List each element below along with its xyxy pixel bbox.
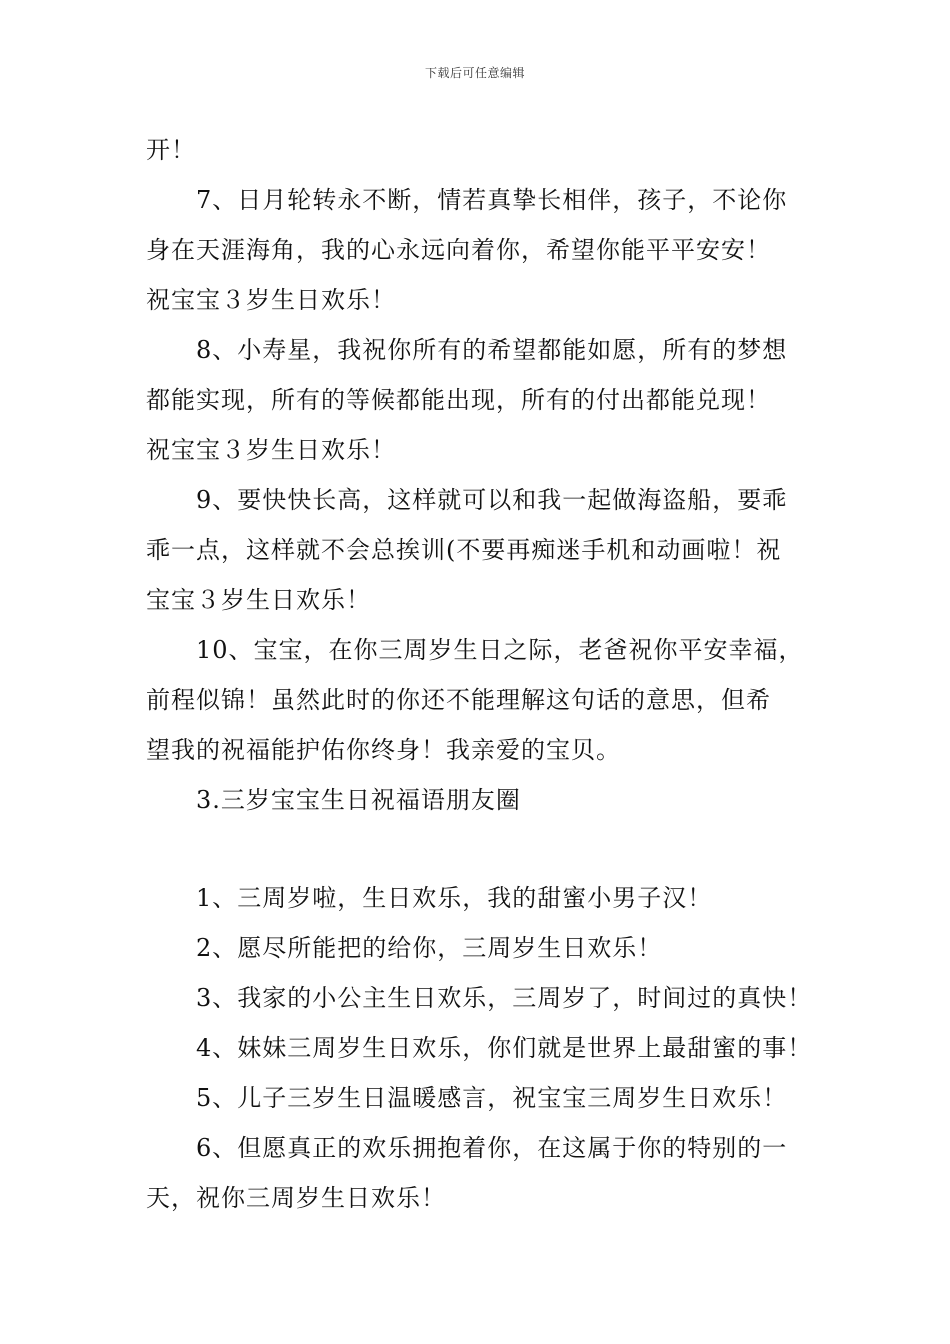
item-8-line-1: 8、小寿星，我祝你所有的希望都能如愿，所有的梦想 xyxy=(196,336,788,364)
wish-6-line-1: 6、但愿真正的欢乐拥抱着你，在这属于你的特别的一 xyxy=(196,1134,788,1162)
wish-3: 3、我家的小公主生日欢乐，三周岁了，时间过的真快！ xyxy=(196,984,813,1012)
item-8-line-3: 祝宝宝３岁生日欢乐！ xyxy=(146,436,396,464)
wish-2: 2、愿尽所能把的给你，三周岁生日欢乐！ xyxy=(196,934,663,962)
item-8-line-2: 都能实现，所有的等候都能出现，所有的付出都能兑现！ xyxy=(146,386,771,414)
section-heading: 3.三岁宝宝生日祝福语朋友圈 xyxy=(196,786,521,814)
text-line-0: 开！ xyxy=(146,136,196,164)
item-7-line-2: 身在天涯海角，我的心永远向着你，希望你能平平安安！ xyxy=(146,236,771,264)
item-9-line-2: 乖一点，这样就不会总挨训(不要再痴迷手机和动画啦！祝 xyxy=(146,536,782,564)
item-7-line-1: 7、日月轮转永不断，情若真挚长相伴，孩子，不论你 xyxy=(196,186,788,214)
page-header: 下载后可任意编辑 xyxy=(424,66,525,80)
wish-4: 4、妹妹三周岁生日欢乐，你们就是世界上最甜蜜的事！ xyxy=(196,1034,813,1062)
wish-1: 1、三周岁啦，生日欢乐，我的甜蜜小男子汉！ xyxy=(196,884,713,912)
item-7-line-3: 祝宝宝３岁生日欢乐！ xyxy=(146,286,396,314)
wish-6-line-2: 天，祝你三周岁生日欢乐！ xyxy=(146,1184,446,1212)
item-9-line-1: 9、要快快长高，这样就可以和我一起做海盗船，要乖 xyxy=(196,486,788,514)
item-10-line-2: 前程似锦！虽然此时的你还不能理解这句话的意思，但希 xyxy=(146,686,771,714)
item-9-line-3: 宝宝３岁生日欢乐！ xyxy=(146,586,371,614)
item-10-line-1: 10、宝宝，在你三周岁生日之际，老爸祝你平安幸福， xyxy=(196,636,804,664)
item-10-line-3: 望我的祝福能护佑你终身！我亲爱的宝贝。 xyxy=(146,736,621,764)
wish-5: 5、儿子三岁生日温暖感言，祝宝宝三周岁生日欢乐！ xyxy=(196,1084,788,1112)
